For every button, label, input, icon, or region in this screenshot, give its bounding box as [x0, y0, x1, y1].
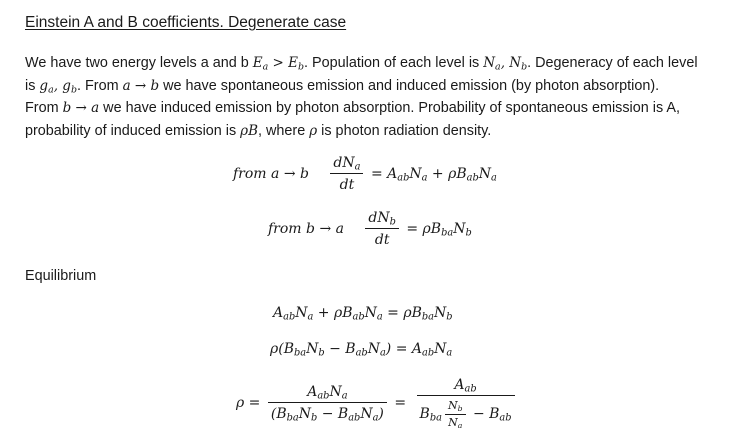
equation-label: from b → a	[268, 221, 344, 237]
text-run: . Degeneracy of each level	[527, 55, 698, 71]
text-run: we have spontaneous emission and induced emission (by photon absorption).	[159, 77, 660, 94]
math-b-to-a: b → a	[62, 100, 100, 117]
text-run: . Population of each level is	[304, 55, 484, 71]
denominator: dt	[330, 173, 363, 193]
math-rho: ρ	[309, 123, 318, 140]
text-run: We have two energy levels a and b	[25, 55, 253, 71]
numerator: dN	[368, 210, 390, 226]
fraction-dNb-dt: $\frac{dN_b}{dt}$	[365, 210, 399, 248]
numerator: dN	[333, 155, 355, 171]
equation-rhs: = $\rho B_{ba}N_b$	[406, 221, 472, 239]
fraction-dNa-dt: $\frac{dN_a}{dt}$	[330, 155, 363, 193]
fraction-nb-na: $\frac{N_b}{N_a}$	[445, 399, 466, 429]
rho-equals: ρ =	[236, 395, 261, 411]
text-run: is	[25, 77, 40, 94]
equation-b-to-a	[268, 210, 472, 248]
equals-sign: =	[394, 395, 407, 411]
document-title: Einstein A and B coefficients. Degenerate case	[25, 14, 347, 31]
equilibrium-equation-3	[236, 377, 518, 429]
fraction-rho-2: $A_{ab}$ $B_{ba}$ $\frac{N_b}{N_a}$ − $B_{ab}$	[417, 377, 515, 429]
paragraph-line-2	[25, 75, 730, 98]
math-degeneracies: $g_a$, $g_b$	[39, 77, 77, 96]
math-rho-b: ρB	[240, 123, 259, 140]
text-run: is photon radiation density.	[317, 123, 492, 140]
denominator: dt	[365, 228, 399, 248]
equation-label: from a → b	[233, 166, 309, 182]
fraction-rho-1: $\frac{A_{ab}N_a}{(B_{ba}N_b - B_{ab}N_a)}$	[268, 384, 387, 422]
equilibrium-equation-1: $A_{ab}N_a + \rho B_{ab}N_a = \rho B_{ba}N_b$	[273, 305, 453, 323]
math-populations: $N_a$, $N_b$	[483, 55, 528, 73]
intro-paragraph	[25, 52, 730, 143]
text-run: , where	[258, 123, 310, 140]
text-run: . From	[76, 77, 123, 94]
equilibrium-label: Equilibrium	[25, 268, 97, 284]
paragraph-line-4	[25, 120, 730, 143]
math-energy-inequality: $E_a > E_b$	[252, 55, 305, 73]
text-run: we have induced emission by photon absorption. Probability of spontaneous emission is A,	[99, 100, 680, 117]
equilibrium-equation-2: $\rho(B_{ba}N_b - B_{ab}N_a) = A_{ab}N_a$	[270, 341, 453, 359]
text-run: From	[25, 100, 63, 117]
math-a-to-b: a → b	[122, 77, 160, 94]
text-run: probability of induced emission is	[25, 123, 241, 140]
paragraph-line-3	[25, 97, 730, 120]
equation-a-to-b	[233, 155, 497, 193]
paragraph-line-1	[25, 52, 730, 75]
equation-rhs: = $A_{ab}N_a + \rho B_{ab}N_a$	[370, 166, 497, 184]
